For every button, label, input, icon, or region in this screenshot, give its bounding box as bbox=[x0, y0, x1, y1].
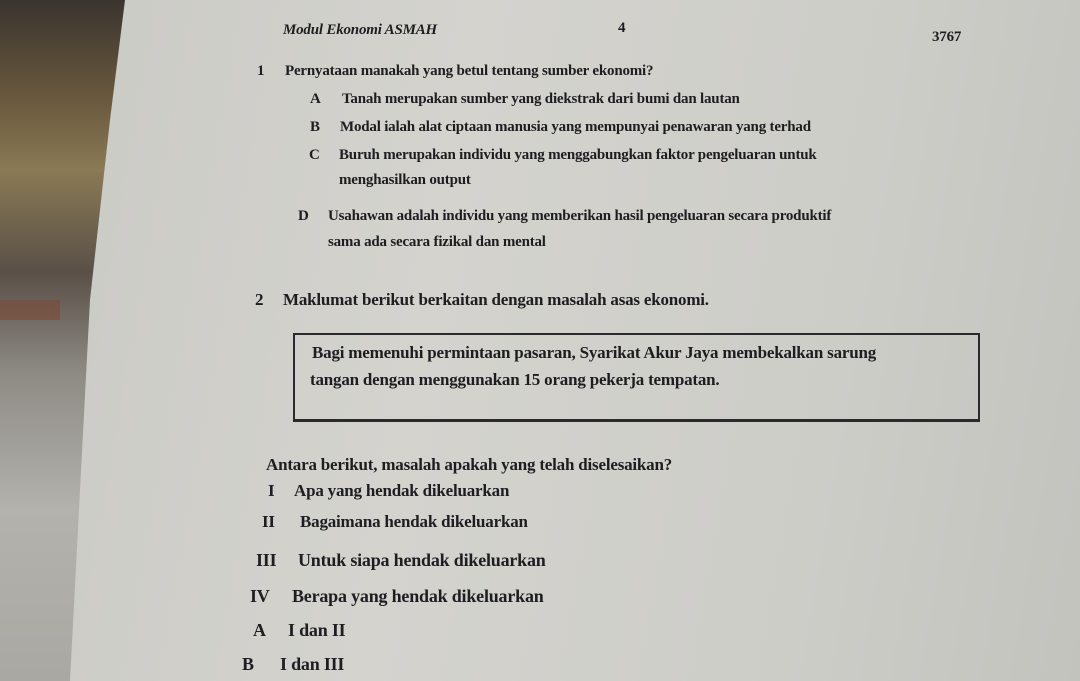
q1-option-c-text: Buruh merupakan individu yang menggabungkan faktor pengeluaran untuk bbox=[339, 147, 817, 163]
q2-question: Maklumat berikut berkaitan dengan masalah asas ekonomi. bbox=[283, 290, 709, 309]
q1-question: Pernyataan manakah yang betul tentang sumber ekonomi? bbox=[285, 63, 654, 79]
background-fabric bbox=[0, 0, 140, 681]
statement-iv-text: Berapa yang hendak dikeluarkan bbox=[292, 586, 544, 606]
statement-iii-text: Untuk siapa hendak dikeluarkan bbox=[298, 550, 546, 570]
info-box-line-1: Bagi memenuhi permintaan pasaran, Syarikat Akur Jaya membekalkan sarung bbox=[312, 343, 877, 362]
q2-option-b-text: I dan III bbox=[280, 654, 345, 674]
q1-option-c-text-cont: menghasilkan output bbox=[339, 172, 471, 188]
q1-number: 1 bbox=[257, 63, 265, 79]
q1-option-d-text: Usahawan adalah individu yang memberikan hasil pengeluaran secara produktif bbox=[328, 208, 832, 224]
statement-i-text: Apa yang hendak dikeluarkan bbox=[294, 481, 510, 500]
q1-option-a-label: A bbox=[310, 91, 321, 107]
q2-option-b-label: B bbox=[242, 654, 254, 674]
module-title: Modul Ekonomi ASMAH bbox=[283, 22, 438, 38]
q2-option-a-text: I dan II bbox=[288, 620, 346, 640]
q1-option-a-text: Tanah merupakan sumber yang diekstrak dari bumi dan lautan bbox=[342, 91, 740, 107]
q2-option-a-label: A bbox=[253, 620, 266, 640]
q1-option-b-text: Modal ialah alat ciptaan manusia yang mempunyai penawaran yang terhad bbox=[340, 119, 811, 135]
statement-i-label: I bbox=[268, 481, 275, 500]
background-edge bbox=[0, 300, 60, 320]
q1-option-d-text-cont: sama ada secara fizikal dan mental bbox=[328, 234, 546, 250]
q2-number: 2 bbox=[255, 290, 264, 309]
statement-iii-label: III bbox=[256, 550, 277, 570]
page-number: 4 bbox=[618, 20, 626, 36]
info-box-line-2: tangan dengan menggunakan 15 orang pekerja tempatan. bbox=[310, 370, 720, 389]
q1-option-c-label: C bbox=[309, 147, 320, 163]
statement-ii-label: II bbox=[262, 512, 275, 531]
q1-option-d-label: D bbox=[298, 208, 309, 224]
q2-prompt: Antara berikut, masalah apakah yang telah diselesaikan? bbox=[266, 455, 673, 474]
paper-code: 3767 bbox=[932, 29, 962, 45]
statement-iv-label: IV bbox=[250, 586, 270, 606]
q1-option-b-label: B bbox=[310, 119, 320, 135]
statement-ii-text: Bagaimana hendak dikeluarkan bbox=[300, 512, 528, 531]
